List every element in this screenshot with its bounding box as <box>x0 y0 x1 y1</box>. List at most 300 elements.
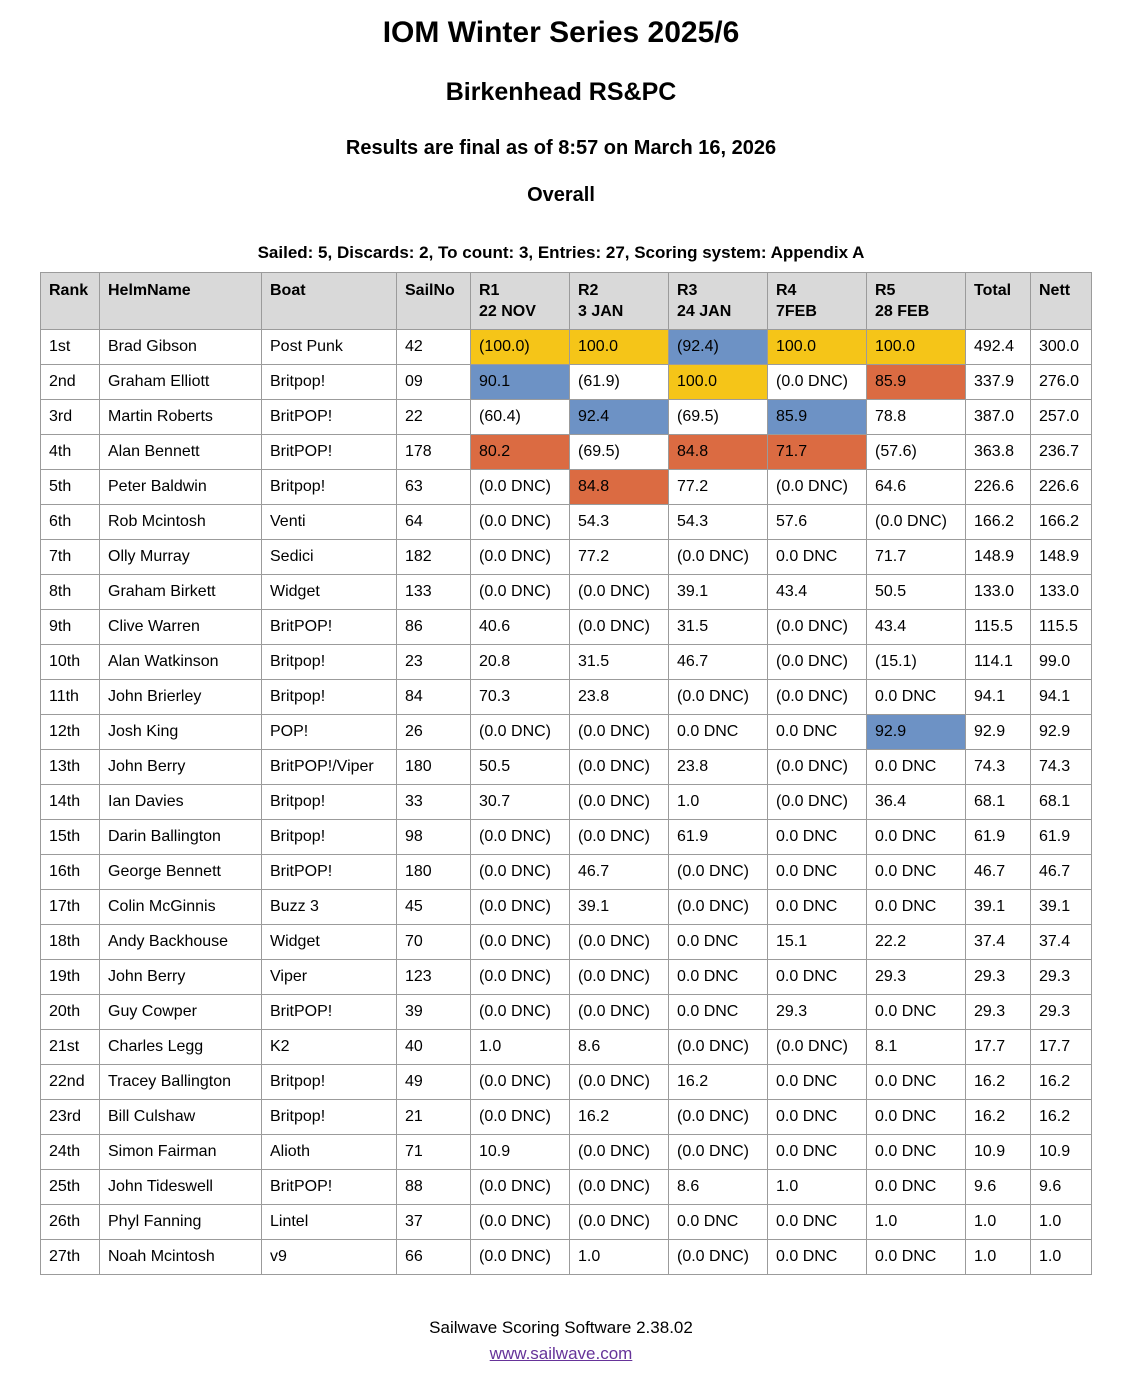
race-cell: 71.7 <box>768 435 867 470</box>
column-label: Boat <box>270 282 306 299</box>
total-cell: 492.4 <box>966 330 1031 365</box>
page-footer <box>0 1315 1122 1391</box>
race-cell: 54.3 <box>570 505 669 540</box>
sailno-cell: 40 <box>397 1030 471 1065</box>
rank-cell: 18th <box>41 925 100 960</box>
table-row <box>41 750 1092 785</box>
race-cell: 30.7 <box>471 785 570 820</box>
race-cell: 0.0 DNC <box>669 995 768 1030</box>
race-cell: (0.0 DNC) <box>471 575 570 610</box>
column-header-helmname <box>100 273 262 330</box>
column-label: HelmName <box>108 282 191 299</box>
helm-cell: Colin McGinnis <box>100 890 262 925</box>
table-row <box>41 1205 1092 1240</box>
status-line: Results are final as of 8:57 on March 16, 2026 <box>345 137 777 159</box>
helm-cell: Graham Elliott <box>100 365 262 400</box>
boat-cell: Sedici <box>262 540 397 575</box>
column-label: R1 <box>479 282 500 299</box>
race-cell: 54.3 <box>669 505 768 540</box>
race-cell: (61.9) <box>570 365 669 400</box>
table-row <box>41 1135 1092 1170</box>
race-cell: 1.0 <box>867 1205 966 1240</box>
boat-cell: Widget <box>262 575 397 610</box>
race-cell: 1.0 <box>570 1240 669 1275</box>
race-cell: (0.0 DNC) <box>669 890 768 925</box>
column-date: 28 FEB <box>875 303 930 320</box>
boat-cell: BritPOP! <box>262 400 397 435</box>
race-cell: (0.0 DNC) <box>669 680 768 715</box>
race-cell: 0.0 DNC <box>768 540 867 575</box>
race-cell: (0.0 DNC) <box>570 1205 669 1240</box>
software-credit: Sailwave Scoring Software 2.38.02 <box>429 1318 693 1337</box>
rank-cell: 27th <box>41 1240 100 1275</box>
column-label: Total <box>974 282 1012 299</box>
race-cell: 77.2 <box>669 470 768 505</box>
race-cell: 39.1 <box>570 890 669 925</box>
total-cell: 363.8 <box>966 435 1031 470</box>
nett-cell: 276.0 <box>1031 365 1092 400</box>
race-cell: (0.0 DNC) <box>570 715 669 750</box>
column-label: SailNo <box>405 282 455 299</box>
boat-cell: Britpop! <box>262 1100 397 1135</box>
rank-cell: 19th <box>41 960 100 995</box>
table-row <box>41 1100 1092 1135</box>
boat-cell: Britpop! <box>262 785 397 820</box>
race-cell: 0.0 DNC <box>867 855 966 890</box>
column-date: 22 NOV <box>479 303 536 320</box>
nett-cell: 94.1 <box>1031 680 1092 715</box>
race-cell: (0.0 DNC) <box>471 470 570 505</box>
race-cell: 0.0 DNC <box>768 1100 867 1135</box>
sailno-cell: 98 <box>397 820 471 855</box>
helm-cell: John Tideswell <box>100 1170 262 1205</box>
nett-cell: 61.9 <box>1031 820 1092 855</box>
race-cell: (0.0 DNC) <box>867 505 966 540</box>
race-cell: 39.1 <box>669 575 768 610</box>
table-row <box>41 715 1092 750</box>
race-cell: 57.6 <box>768 505 867 540</box>
boat-cell: BritPOP! <box>262 1170 397 1205</box>
boat-cell: POP! <box>262 715 397 750</box>
boat-cell: Lintel <box>262 1205 397 1240</box>
race-cell: (0.0 DNC) <box>471 925 570 960</box>
rank-cell: 16th <box>41 855 100 890</box>
sailno-cell: 42 <box>397 330 471 365</box>
table-row <box>41 925 1092 960</box>
helm-cell: Josh King <box>100 715 262 750</box>
race-cell: 78.8 <box>867 400 966 435</box>
helm-cell: John Brierley <box>100 680 262 715</box>
race-cell: (15.1) <box>867 645 966 680</box>
race-cell: 0.0 DNC <box>867 820 966 855</box>
sailno-cell: 49 <box>397 1065 471 1100</box>
sailno-cell: 23 <box>397 645 471 680</box>
helm-cell: Clive Warren <box>100 610 262 645</box>
race-cell: 46.7 <box>669 645 768 680</box>
race-cell: 16.2 <box>570 1100 669 1135</box>
race-cell: (0.0 DNC) <box>570 1135 669 1170</box>
helm-cell: Charles Legg <box>100 1030 262 1065</box>
total-cell: 114.1 <box>966 645 1031 680</box>
race-cell: (0.0 DNC) <box>669 540 768 575</box>
race-cell: 40.6 <box>471 610 570 645</box>
nett-cell: 1.0 <box>1031 1240 1092 1275</box>
rank-cell: 10th <box>41 645 100 680</box>
race-cell: (0.0 DNC) <box>669 855 768 890</box>
column-header-total <box>966 273 1031 330</box>
total-cell: 92.9 <box>966 715 1031 750</box>
rank-cell: 20th <box>41 995 100 1030</box>
race-cell: (0.0 DNC) <box>570 785 669 820</box>
race-cell: (0.0 DNC) <box>570 750 669 785</box>
race-cell: 0.0 DNC <box>669 960 768 995</box>
total-cell: 39.1 <box>966 890 1031 925</box>
race-cell: 100.0 <box>867 330 966 365</box>
total-cell: 1.0 <box>966 1205 1031 1240</box>
race-cell: 43.4 <box>867 610 966 645</box>
sailno-cell: 180 <box>397 855 471 890</box>
sailno-cell: 64 <box>397 505 471 540</box>
rank-cell: 5th <box>41 470 100 505</box>
sailno-cell: 26 <box>397 715 471 750</box>
total-cell: 61.9 <box>966 820 1031 855</box>
boat-cell: Venti <box>262 505 397 540</box>
page-title: IOM Winter Series 2025/6 <box>382 16 740 49</box>
total-cell: 9.6 <box>966 1170 1031 1205</box>
race-cell: 31.5 <box>570 645 669 680</box>
boat-cell: Britpop! <box>262 365 397 400</box>
table-row <box>41 400 1092 435</box>
rank-cell: 1st <box>41 330 100 365</box>
table-row <box>41 960 1092 995</box>
table-row <box>41 1240 1092 1275</box>
nett-cell: 1.0 <box>1031 1205 1092 1240</box>
race-cell: (0.0 DNC) <box>570 575 669 610</box>
boat-cell: Britpop! <box>262 470 397 505</box>
column-label: R5 <box>875 282 896 299</box>
race-cell: 0.0 DNC <box>867 890 966 925</box>
race-cell: (0.0 DNC) <box>471 1065 570 1100</box>
nett-cell: 39.1 <box>1031 890 1092 925</box>
sailno-cell: 21 <box>397 1100 471 1135</box>
rank-cell: 3rd <box>41 400 100 435</box>
sailno-cell: 123 <box>397 960 471 995</box>
race-cell: 22.2 <box>867 925 966 960</box>
sailno-cell: 180 <box>397 750 471 785</box>
column-label: Rank <box>49 282 89 299</box>
nett-cell: 257.0 <box>1031 400 1092 435</box>
race-cell: 0.0 DNC <box>867 995 966 1030</box>
race-cell: 0.0 DNC <box>867 750 966 785</box>
rank-cell: 17th <box>41 890 100 925</box>
race-cell: 50.5 <box>867 575 966 610</box>
sailwave-link[interactable]: www.sailwave.com <box>489 1344 633 1363</box>
nett-cell: 16.2 <box>1031 1065 1092 1100</box>
total-cell: 226.6 <box>966 470 1031 505</box>
table-row <box>41 995 1092 1030</box>
table-row <box>41 435 1092 470</box>
race-cell: 0.0 DNC <box>867 1065 966 1100</box>
boat-cell: Widget <box>262 925 397 960</box>
race-cell: 50.5 <box>471 750 570 785</box>
sailno-cell: 09 <box>397 365 471 400</box>
race-cell: (0.0 DNC) <box>570 960 669 995</box>
helm-cell: Graham Birkett <box>100 575 262 610</box>
nett-cell: 10.9 <box>1031 1135 1092 1170</box>
race-cell: 100.0 <box>669 365 768 400</box>
helm-cell: Phyl Fanning <box>100 1205 262 1240</box>
boat-cell: Alioth <box>262 1135 397 1170</box>
boat-cell: BritPOP! <box>262 610 397 645</box>
boat-cell: K2 <box>262 1030 397 1065</box>
total-cell: 29.3 <box>966 995 1031 1030</box>
race-cell: (0.0 DNC) <box>669 1030 768 1065</box>
table-row <box>41 890 1092 925</box>
race-cell: 0.0 DNC <box>768 715 867 750</box>
race-cell: 0.0 DNC <box>768 1135 867 1170</box>
boat-cell: Britpop! <box>262 645 397 680</box>
race-cell: 0.0 DNC <box>768 890 867 925</box>
boat-cell: BritPOP!/Viper <box>262 750 397 785</box>
helm-cell: Alan Bennett <box>100 435 262 470</box>
column-label: R2 <box>578 282 599 299</box>
results-page <box>0 16 1122 1391</box>
club-title: Birkenhead RS&PC <box>445 78 677 106</box>
helm-cell: Rob Mcintosh <box>100 505 262 540</box>
total-cell: 148.9 <box>966 540 1031 575</box>
race-cell: (69.5) <box>669 400 768 435</box>
nett-cell: 300.0 <box>1031 330 1092 365</box>
race-cell: (0.0 DNC) <box>768 645 867 680</box>
total-cell: 166.2 <box>966 505 1031 540</box>
race-cell: 0.0 DNC <box>669 925 768 960</box>
race-cell: 0.0 DNC <box>867 1135 966 1170</box>
sailno-cell: 178 <box>397 435 471 470</box>
race-cell: 77.2 <box>570 540 669 575</box>
race-cell: 15.1 <box>768 925 867 960</box>
total-cell: 68.1 <box>966 785 1031 820</box>
sailno-cell: 22 <box>397 400 471 435</box>
header-row <box>41 273 1092 330</box>
helm-cell: Tracey Ballington <box>100 1065 262 1100</box>
race-cell: 23.8 <box>669 750 768 785</box>
nett-cell: 17.7 <box>1031 1030 1092 1065</box>
rank-cell: 25th <box>41 1170 100 1205</box>
race-cell: 0.0 DNC <box>867 1240 966 1275</box>
rank-cell: 23rd <box>41 1100 100 1135</box>
helm-cell: Peter Baldwin <box>100 470 262 505</box>
nett-cell: 148.9 <box>1031 540 1092 575</box>
race-cell: (0.0 DNC) <box>669 1240 768 1275</box>
race-cell: 100.0 <box>768 330 867 365</box>
nett-cell: 16.2 <box>1031 1100 1092 1135</box>
rank-cell: 15th <box>41 820 100 855</box>
race-cell: 10.9 <box>471 1135 570 1170</box>
sailno-cell: 39 <box>397 995 471 1030</box>
race-cell: 8.1 <box>867 1030 966 1065</box>
race-cell: 100.0 <box>570 330 669 365</box>
race-cell: 0.0 DNC <box>867 1100 966 1135</box>
rank-cell: 8th <box>41 575 100 610</box>
race-cell: 23.8 <box>570 680 669 715</box>
column-header-r1 <box>471 273 570 330</box>
race-cell: 0.0 DNC <box>768 960 867 995</box>
results-body <box>41 330 1092 1275</box>
sailno-cell: 45 <box>397 890 471 925</box>
total-cell: 29.3 <box>966 960 1031 995</box>
nett-cell: 166.2 <box>1031 505 1092 540</box>
rank-cell: 7th <box>41 540 100 575</box>
race-cell: (0.0 DNC) <box>471 540 570 575</box>
race-cell: 61.9 <box>669 820 768 855</box>
race-cell: 0.0 DNC <box>867 680 966 715</box>
race-cell: 0.0 DNC <box>768 1205 867 1240</box>
sailno-cell: 88 <box>397 1170 471 1205</box>
total-cell: 74.3 <box>966 750 1031 785</box>
race-cell: (100.0) <box>471 330 570 365</box>
table-row <box>41 785 1092 820</box>
race-cell: 0.0 DNC <box>768 1240 867 1275</box>
race-cell: 46.7 <box>570 855 669 890</box>
column-header-boat <box>262 273 397 330</box>
rank-cell: 24th <box>41 1135 100 1170</box>
race-cell: (0.0 DNC) <box>471 505 570 540</box>
column-header-r4 <box>768 273 867 330</box>
race-cell: 90.1 <box>471 365 570 400</box>
sailno-cell: 86 <box>397 610 471 645</box>
race-cell: (0.0 DNC) <box>471 1205 570 1240</box>
column-label: R4 <box>776 282 797 299</box>
helm-cell: Noah Mcintosh <box>100 1240 262 1275</box>
table-row <box>41 1170 1092 1205</box>
boat-cell: Britpop! <box>262 680 397 715</box>
helm-cell: Brad Gibson <box>100 330 262 365</box>
nett-cell: 115.5 <box>1031 610 1092 645</box>
sailno-cell: 71 <box>397 1135 471 1170</box>
table-row <box>41 820 1092 855</box>
total-cell: 94.1 <box>966 680 1031 715</box>
total-cell: 115.5 <box>966 610 1031 645</box>
race-cell: 0.0 DNC <box>669 1205 768 1240</box>
sailno-cell: 133 <box>397 575 471 610</box>
nett-cell: 29.3 <box>1031 995 1092 1030</box>
helm-cell: Simon Fairman <box>100 1135 262 1170</box>
race-cell: 92.9 <box>867 715 966 750</box>
boat-cell: Britpop! <box>262 820 397 855</box>
table-row <box>41 610 1092 645</box>
nett-cell: 74.3 <box>1031 750 1092 785</box>
rank-cell: 13th <box>41 750 100 785</box>
race-cell: (0.0 DNC) <box>570 610 669 645</box>
helm-cell: Guy Cowper <box>100 995 262 1030</box>
sailno-cell: 84 <box>397 680 471 715</box>
race-cell: (0.0 DNC) <box>570 995 669 1030</box>
summary-line: Sailed: 5, Discards: 2, To count: 3, Entries: 27, Scoring system: Appendix A <box>257 243 865 262</box>
sailno-cell: 33 <box>397 785 471 820</box>
total-cell: 17.7 <box>966 1030 1031 1065</box>
boat-cell: Viper <box>262 960 397 995</box>
race-cell: (60.4) <box>471 400 570 435</box>
race-cell: 64.6 <box>867 470 966 505</box>
column-header-rank <box>41 273 100 330</box>
race-cell: (0.0 DNC) <box>768 1030 867 1065</box>
race-cell: (0.0 DNC) <box>570 1170 669 1205</box>
race-cell: 0.0 DNC <box>867 1170 966 1205</box>
column-header-sailno <box>397 273 471 330</box>
results-head <box>41 273 1092 330</box>
race-cell: (0.0 DNC) <box>471 1170 570 1205</box>
race-cell: 0.0 DNC <box>768 820 867 855</box>
total-cell: 16.2 <box>966 1100 1031 1135</box>
nett-cell: 9.6 <box>1031 1170 1092 1205</box>
total-cell: 337.9 <box>966 365 1031 400</box>
total-cell: 387.0 <box>966 400 1031 435</box>
race-cell: (0.0 DNC) <box>669 1135 768 1170</box>
race-cell: 29.3 <box>867 960 966 995</box>
race-cell: (0.0 DNC) <box>768 610 867 645</box>
race-cell: (0.0 DNC) <box>768 785 867 820</box>
race-cell: 31.5 <box>669 610 768 645</box>
sailno-cell: 37 <box>397 1205 471 1240</box>
boat-cell: BritPOP! <box>262 995 397 1030</box>
race-cell: 29.3 <box>768 995 867 1030</box>
nett-cell: 226.6 <box>1031 470 1092 505</box>
total-cell: 16.2 <box>966 1065 1031 1100</box>
nett-cell: 68.1 <box>1031 785 1092 820</box>
table-row <box>41 1030 1092 1065</box>
race-cell: 1.0 <box>669 785 768 820</box>
race-cell: (0.0 DNC) <box>471 890 570 925</box>
total-cell: 10.9 <box>966 1135 1031 1170</box>
table-row <box>41 575 1092 610</box>
table-row <box>41 540 1092 575</box>
column-label: Nett <box>1039 282 1071 299</box>
sailno-cell: 66 <box>397 1240 471 1275</box>
nett-cell: 37.4 <box>1031 925 1092 960</box>
race-cell: (0.0 DNC) <box>471 960 570 995</box>
table-row <box>41 1065 1092 1100</box>
table-row <box>41 470 1092 505</box>
race-cell: 85.9 <box>768 400 867 435</box>
helm-cell: Bill Culshaw <box>100 1100 262 1135</box>
boat-cell: BritPOP! <box>262 855 397 890</box>
race-cell: (0.0 DNC) <box>471 715 570 750</box>
sailno-cell: 70 <box>397 925 471 960</box>
table-row <box>41 505 1092 540</box>
race-cell: (0.0 DNC) <box>570 820 669 855</box>
race-cell: 85.9 <box>867 365 966 400</box>
race-cell: 43.4 <box>768 575 867 610</box>
table-row <box>41 855 1092 890</box>
race-cell: (0.0 DNC) <box>669 1100 768 1135</box>
total-cell: 1.0 <box>966 1240 1031 1275</box>
table-row <box>41 645 1092 680</box>
race-cell: 0.0 DNC <box>669 715 768 750</box>
column-date: 3 JAN <box>578 303 624 320</box>
race-cell: (0.0 DNC) <box>768 680 867 715</box>
race-cell: 8.6 <box>570 1030 669 1065</box>
total-cell: 133.0 <box>966 575 1031 610</box>
race-cell: 0.0 DNC <box>768 1065 867 1100</box>
race-cell: (92.4) <box>669 330 768 365</box>
race-cell: 71.7 <box>867 540 966 575</box>
rank-cell: 11th <box>41 680 100 715</box>
race-cell: 16.2 <box>669 1065 768 1100</box>
column-header-r5 <box>867 273 966 330</box>
race-cell: (0.0 DNC) <box>768 470 867 505</box>
rank-cell: 21st <box>41 1030 100 1065</box>
race-cell: (0.0 DNC) <box>471 995 570 1030</box>
